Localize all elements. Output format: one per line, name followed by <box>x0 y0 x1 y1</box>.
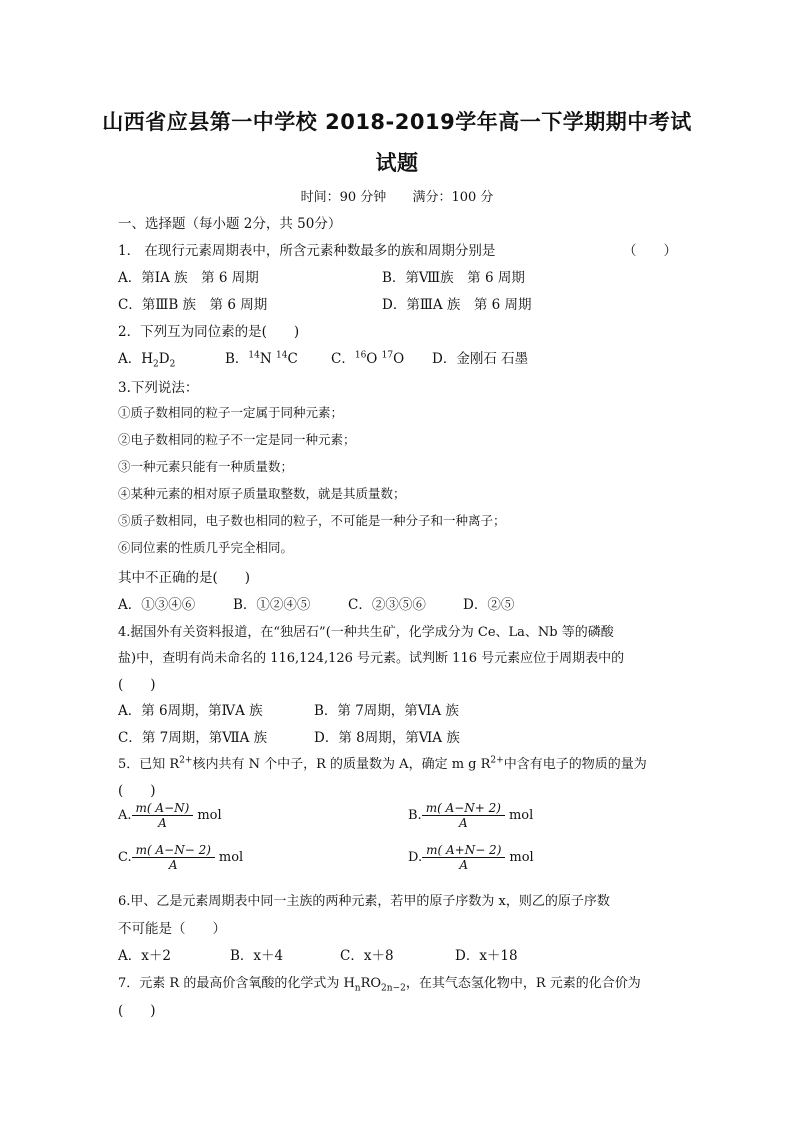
q7-stem: 7．元素 R 的最高价含氧酸的化学式为 $H_nRO_{2n-2}$，在其气态氢化物中，R 元素的化合价为 <box>118 976 641 994</box>
q2-option-b: B．$^{14}$N $^{14}$C <box>225 350 298 367</box>
q5-answer-paren: ( ) <box>118 783 156 799</box>
q5-option-b: B. $\frac{m( A-N+ 2)}{A}$ mol <box>408 801 534 830</box>
q4-stem-line1: 4.据国外有关资料报道，在“独居石”(一种共生矿，化学成分为 Ce、La、Nb 等的磷酸 <box>118 625 614 640</box>
q1-option-a: A．第ⅠA 族 第 6 周期 <box>118 270 259 286</box>
exam-title-continued: 试题 <box>375 151 419 175</box>
exam-meta <box>0 186 794 205</box>
q4-option-c: C．第 7周期，第ⅦA 族 <box>118 730 268 746</box>
q5-stem: 5．已知 $R^{2+}$核内共有 N 个中子，R 的质量数为 A，确定 m g $R^{2+}$中含有电子的物质的量为 <box>118 755 647 772</box>
q3-option-d: D．②⑤ <box>463 597 515 613</box>
q2-option-d: D．金刚石 石墨 <box>432 351 529 367</box>
exam-score: 满分：100 分 <box>412 190 494 205</box>
q6-option-c: C．x＋8 <box>340 948 394 964</box>
q4-option-d: D．第 8周期，第ⅥA 族 <box>314 730 460 746</box>
q3-option-b: B．①②④⑤ <box>233 597 311 613</box>
exam-time: 时间：90 分钟 <box>300 190 387 205</box>
q6-option-d: D．x＋18 <box>455 948 518 964</box>
q1-answer-paren: （ ） <box>623 243 677 259</box>
q6-stem-line1: 6.甲、乙是元素周期表中同一主族的两种元素，若甲的原子序数为 x，则乙的原子序数 <box>118 894 610 909</box>
q3-option-c: C．②③⑤⑥ <box>348 597 426 613</box>
q3-option-a: A．①③④⑥ <box>118 597 196 613</box>
q4-answer-paren: ( ) <box>118 677 156 693</box>
q2-option-c: C．$^{16}$O $^{17}$O <box>331 350 405 367</box>
q4-option-b: B．第 7周期，第ⅥA 族 <box>314 703 459 719</box>
q3-stem: 3.下列说法： <box>118 380 199 396</box>
section-heading: 一、选择题（每小题 2分，共 50分） <box>118 216 342 232</box>
q3-statement-4: ④某种元素的相对原子质量取整数，就是其质量数； <box>118 486 406 501</box>
q1-stem: 1． 在现行元素周期表中，所含元素种数最多的族和周期分别是 <box>118 243 496 259</box>
q2-option-a: A．$H_2D_2$ <box>118 351 176 370</box>
q3-statement-6: ⑥同位素的性质几乎完全相同。 <box>118 540 294 555</box>
exam-title: 山西省应县第一中学校 2018-2019学年高一下学期期中考试 <box>102 110 692 134</box>
q1-option-c: C．第ⅢB 族 第 6 周期 <box>118 297 268 313</box>
q3-statement-5: ⑤质子数相同，电子数也相同的粒子，不可能是一种分子和一种离子； <box>118 513 506 528</box>
q4-option-a: A．第 6周期，第ⅣA 族 <box>118 703 263 719</box>
q7-answer-paren: ( ) <box>118 1003 156 1019</box>
q6-option-a: A．x＋2 <box>118 948 171 964</box>
q5-option-c: C. $\frac{m( A-N- 2)}{A}$ mol <box>118 843 244 872</box>
q6-stem-line2: 不可能是（ ） <box>118 921 226 937</box>
q3-statement-3: ③一种元素只能有一种质量数； <box>118 459 294 474</box>
q2-stem: 2．下列互为同位素的是( ) <box>118 324 300 340</box>
q5-option-d: D. $\frac{m( A+N- 2)}{A}$ mol <box>408 843 534 872</box>
q4-stem-line2: 盐)中，查明有尚未命名的 116,124,126 号元素。试判断 116 号元素应位于周期表中的 <box>118 651 625 666</box>
q3-statement-2: ②电子数相同的粒子不一定是同一种元素； <box>118 432 356 447</box>
q1-option-b: B．第Ⅷ族 第 6 周期 <box>382 270 525 286</box>
q3-question: 其中不正确的是( ) <box>118 570 251 586</box>
q3-statement-1: ①质子数相同的粒子一定属于同种元素； <box>118 405 344 420</box>
q5-option-a: A. $\frac{m( A-N)}{A}$ mol <box>118 801 222 830</box>
q1-option-d: D．第ⅢA 族 第 6 周期 <box>382 297 532 313</box>
q6-option-b: B．x＋4 <box>230 948 284 964</box>
